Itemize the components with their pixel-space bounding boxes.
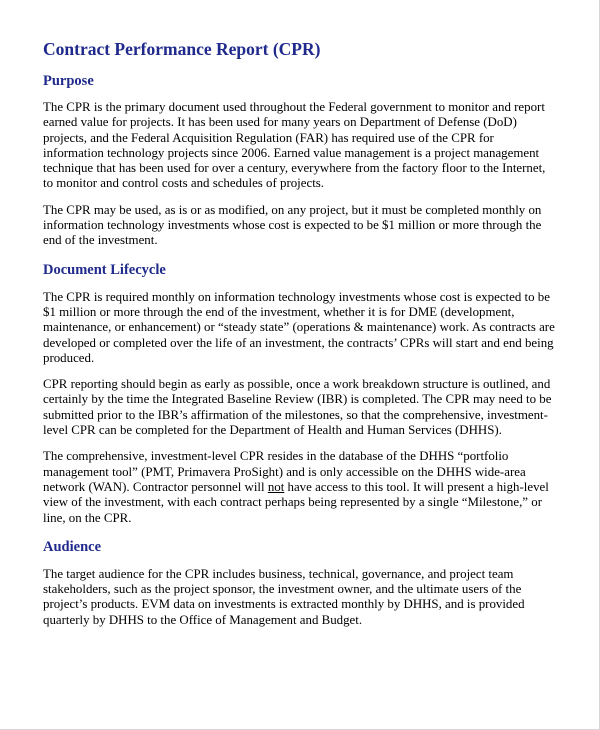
document-title: Contract Performance Report (CPR) [43,39,321,59]
purpose-paragraph-2: The CPR may be used, as is or as modified, on any project, but it must be completed monthly on information technology investments whose cost is expected to be $1 million or more through the end of the investment. [43,202,542,248]
lifecycle-paragraph-1: The CPR is required monthly on information technology investments whose cost is expected to be $1 million or more through the end of the investment, whether it is for DME (development, maintenance, or enhancement) or “steady state” (operations & maintenance) work. As contracts are developed or completed over the life of an investment, the contracts’ CPRs will start and end being produced. [43,289,555,365]
lifecycle-paragraph-3-end: have access to this tool. It will present a high-level view of the investment, with each contract perhaps being represented by a single “Milestone,” or line, on the CPR. [43,479,549,525]
underlined-not: not [267,479,285,494]
lifecycle-paragraph-2: CPR reporting should begin as early as possible, once a work breakdown structure is outlined, and certainly by the time the Integrated Baseline Review (IBR) is completed. The CPR may need to be submitted prior to the IBR’s affirmation of the milestones, so that the comprehensive, investment-level CPR can be completed for the Department of Health and Human Services (DHHS). [43,377,552,438]
section-heading-audience: Audience [43,538,101,555]
audience-paragraph-1: The target audience for the CPR includes business, technical, governance, and project team stakeholders, such as the project sponsor, the investment owner, and the ultimate users of the project’s products. EVM data on investments is extracted monthly by DHHS, and is provided quarterly by DHHS to the Office of Management and Budget. [43,566,525,627]
document-body [43,38,555,628]
lifecycle-paragraph-3-start: The comprehensive, investment-level CPR resides in the database of the DHHS “portfolio management tool” (PMT, Primavera ProSight) and is only accessible on the DHHS wide-area network (WAN). Contractor personnel will [43,449,526,494]
purpose-paragraph-1: The CPR is the primary document used throughout the Federal government to monitor and report earned value for projects. It has been used for many years on Department of Defense (DoD) projects, and the Federal Acquisition Regulation (FAR) has required use of the CPR for information technology projects since 2006. Earned value management is a project management technique that has been used for over a century, everywhere from the factory floor to the Internet, to monitor and control costs and schedules of projects. [43,100,546,191]
lifecycle-paragraph-3 [43,449,555,525]
section-heading-document-lifecycle: Document Lifecycle [43,261,166,278]
section-heading-purpose: Purpose [43,73,94,89]
